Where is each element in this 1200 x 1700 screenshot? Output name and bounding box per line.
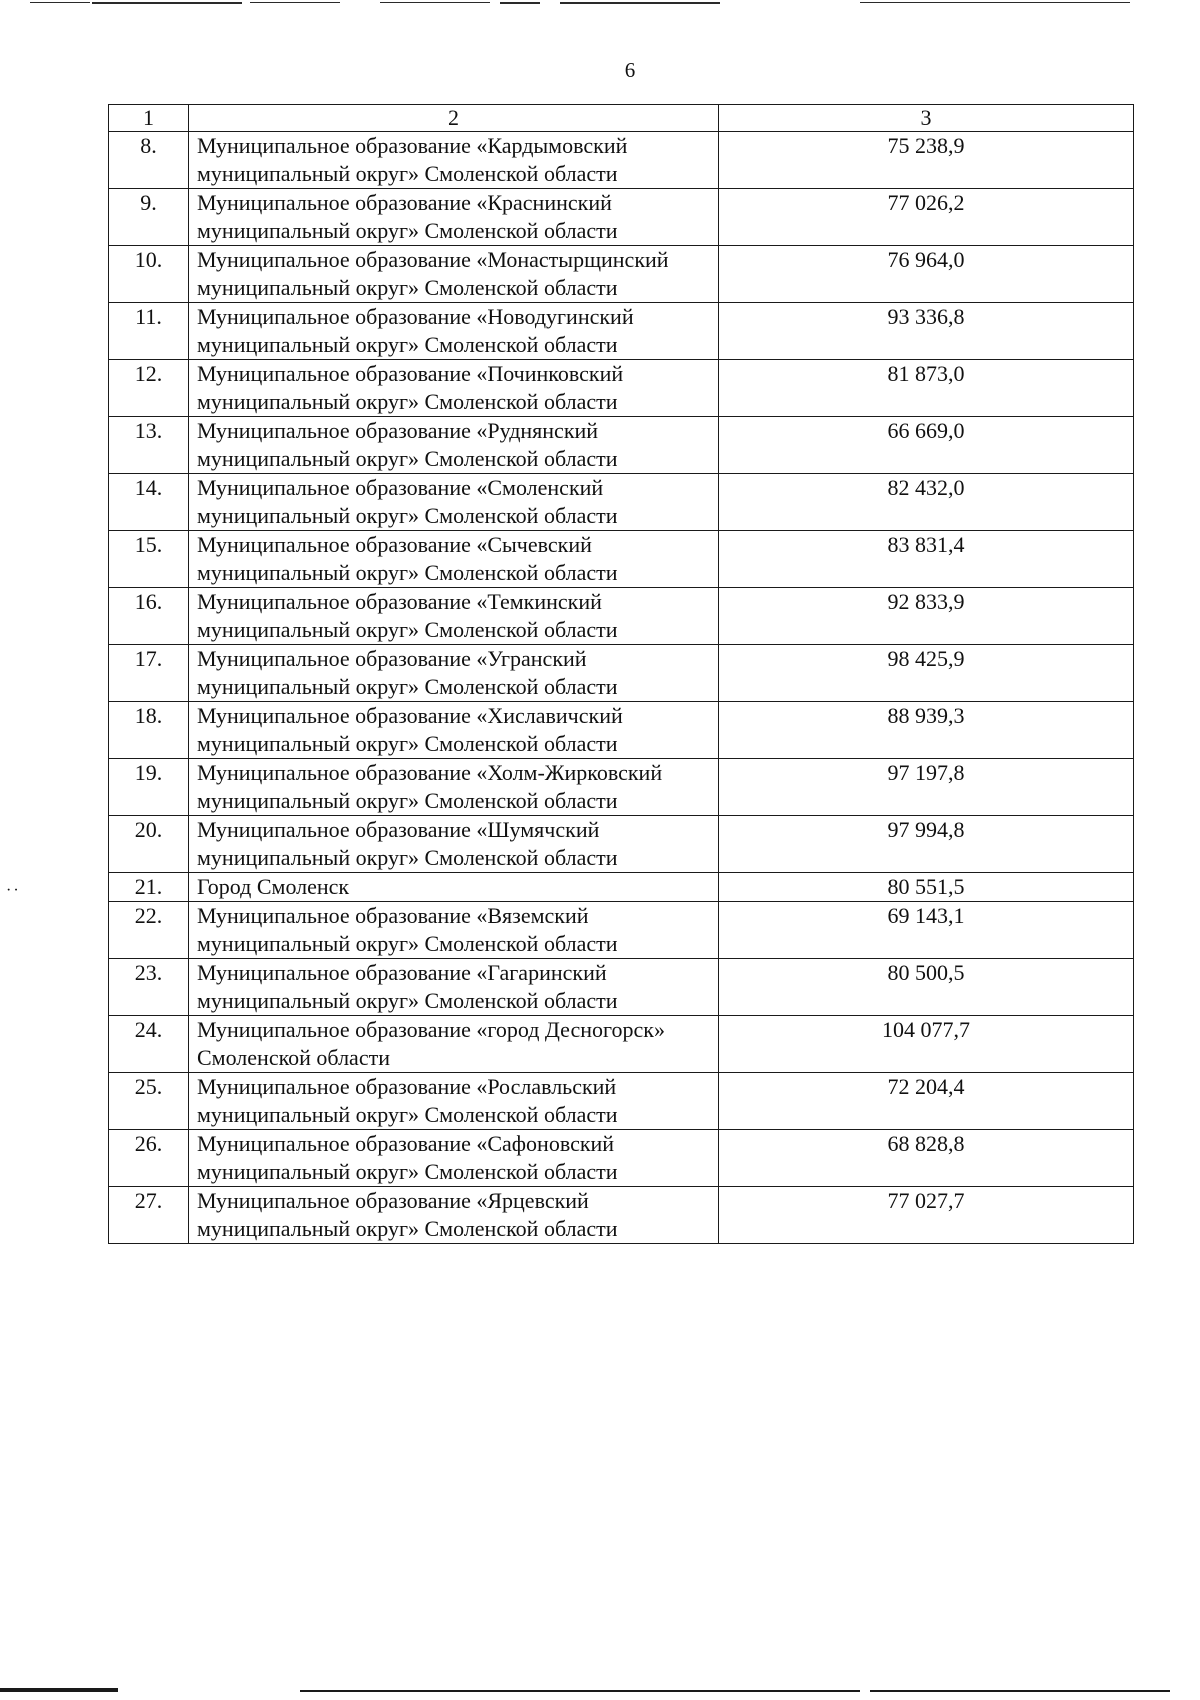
margin-mark: ·· <box>6 882 21 899</box>
allocation-value: 93 336,8 <box>719 303 1134 360</box>
municipality-name: Муниципальное образование «Кардымовский муниципальный округ» Смоленской области <box>189 132 719 189</box>
allocation-value: 68 828,8 <box>719 1130 1134 1187</box>
allocation-value: 77 027,7 <box>719 1187 1134 1244</box>
allocation-table <box>108 104 1134 1244</box>
row-number: 22. <box>109 902 189 959</box>
table-row <box>109 1073 1134 1130</box>
scan-mark <box>92 2 242 4</box>
row-number: 25. <box>109 1073 189 1130</box>
row-number: 10. <box>109 246 189 303</box>
allocation-value: 82 432,0 <box>719 474 1134 531</box>
allocation-value: 77 026,2 <box>719 189 1134 246</box>
table-row <box>109 360 1134 417</box>
row-number: 12. <box>109 360 189 417</box>
municipality-name: Муниципальное образование «Монастырщинский муниципальный округ» Смоленской области <box>189 246 719 303</box>
municipality-name: Муниципальное образование «Сычевский муниципальный округ» Смоленской области <box>189 531 719 588</box>
municipality-name: Муниципальное образование «Краснинский муниципальный округ» Смоленской области <box>189 189 719 246</box>
allocation-value: 80 500,5 <box>719 959 1134 1016</box>
scan-mark <box>500 2 540 4</box>
scan-mark <box>860 2 1130 3</box>
row-number: 24. <box>109 1016 189 1073</box>
table-row <box>109 702 1134 759</box>
scan-mark <box>250 2 340 3</box>
scan-mark <box>300 1690 860 1692</box>
row-number: 11. <box>109 303 189 360</box>
row-number: 15. <box>109 531 189 588</box>
table-row <box>109 959 1134 1016</box>
row-number: 16. <box>109 588 189 645</box>
table-row <box>109 1016 1134 1073</box>
municipality-name: Муниципальное образование «Рославльский муниципальный округ» Смоленской области <box>189 1073 719 1130</box>
table-row <box>109 303 1134 360</box>
municipality-name: Муниципальное образование «город Десногорск» Смоленской области <box>189 1016 719 1073</box>
municipality-name: Муниципальное образование «Новодугинский муниципальный округ» Смоленской области <box>189 303 719 360</box>
table-row <box>109 759 1134 816</box>
table-row <box>109 588 1134 645</box>
scan-mark <box>870 1690 1170 1692</box>
municipality-name: Муниципальное образование «Шумячский муниципальный округ» Смоленской области <box>189 816 719 873</box>
municipality-name: Муниципальное образование «Хиславичский муниципальный округ» Смоленской области <box>189 702 719 759</box>
row-number: 17. <box>109 645 189 702</box>
municipality-name: Муниципальное образование «Руднянский муниципальный округ» Смоленской области <box>189 417 719 474</box>
allocation-value: 92 833,9 <box>719 588 1134 645</box>
table-row <box>109 645 1134 702</box>
table-row <box>109 189 1134 246</box>
allocation-value: 75 238,9 <box>719 132 1134 189</box>
scan-mark <box>560 2 720 4</box>
row-number: 8. <box>109 132 189 189</box>
row-number: 26. <box>109 1130 189 1187</box>
allocation-value: 72 204,4 <box>719 1073 1134 1130</box>
allocation-value: 66 669,0 <box>719 417 1134 474</box>
allocation-value: 69 143,1 <box>719 902 1134 959</box>
municipality-name: Муниципальное образование «Ярцевский муниципальный округ» Смоленской области <box>189 1187 719 1244</box>
table-row <box>109 132 1134 189</box>
row-number: 23. <box>109 959 189 1016</box>
scan-mark <box>380 2 490 3</box>
table-row <box>109 1187 1134 1244</box>
allocation-value: 98 425,9 <box>719 645 1134 702</box>
municipality-name: Муниципальное образование «Гагаринский муниципальный округ» Смоленской области <box>189 959 719 1016</box>
row-number: 27. <box>109 1187 189 1244</box>
row-number: 14. <box>109 474 189 531</box>
row-number: 9. <box>109 189 189 246</box>
column-header-name: 2 <box>189 105 719 132</box>
table-row <box>109 816 1134 873</box>
column-header-number: 1 <box>109 105 189 132</box>
table-row <box>109 246 1134 303</box>
row-number: 19. <box>109 759 189 816</box>
column-header-value: 3 <box>719 105 1134 132</box>
municipality-name: Город Смоленск <box>189 873 719 902</box>
table-row <box>109 873 1134 902</box>
allocation-value: 81 873,0 <box>719 360 1134 417</box>
municipality-name: Муниципальное образование «Холм-Жирковский муниципальный округ» Смоленской области <box>189 759 719 816</box>
table-row <box>109 1130 1134 1187</box>
row-number: 18. <box>109 702 189 759</box>
table-row <box>109 531 1134 588</box>
allocation-value: 88 939,3 <box>719 702 1134 759</box>
allocation-value: 97 994,8 <box>719 816 1134 873</box>
page-number: 6 <box>624 58 636 82</box>
municipality-name: Муниципальное образование «Вяземский муниципальный округ» Смоленской области <box>189 902 719 959</box>
table-row <box>109 902 1134 959</box>
allocation-value: 104 077,7 <box>719 1016 1134 1073</box>
scan-top-edge <box>0 0 1200 8</box>
allocation-value: 83 831,4 <box>719 531 1134 588</box>
scan-mark <box>30 2 90 3</box>
scan-mark <box>0 1688 118 1692</box>
table-header-row <box>109 105 1134 132</box>
allocation-value: 80 551,5 <box>719 873 1134 902</box>
municipality-name: Муниципальное образование «Угранский муниципальный округ» Смоленской области <box>189 645 719 702</box>
municipality-name: Муниципальное образование «Смоленский муниципальный округ» Смоленской области <box>189 474 719 531</box>
allocation-value: 97 197,8 <box>719 759 1134 816</box>
row-number: 20. <box>109 816 189 873</box>
municipality-name: Муниципальное образование «Починковский муниципальный округ» Смоленской области <box>189 360 719 417</box>
table-row <box>109 417 1134 474</box>
municipality-name: Муниципальное образование «Темкинский муниципальный округ» Смоленской области <box>189 588 719 645</box>
table-row <box>109 474 1134 531</box>
row-number: 13. <box>109 417 189 474</box>
row-number: 21. <box>109 873 189 902</box>
allocation-value: 76 964,0 <box>719 246 1134 303</box>
municipality-name: Муниципальное образование «Сафоновский муниципальный округ» Смоленской области <box>189 1130 719 1187</box>
